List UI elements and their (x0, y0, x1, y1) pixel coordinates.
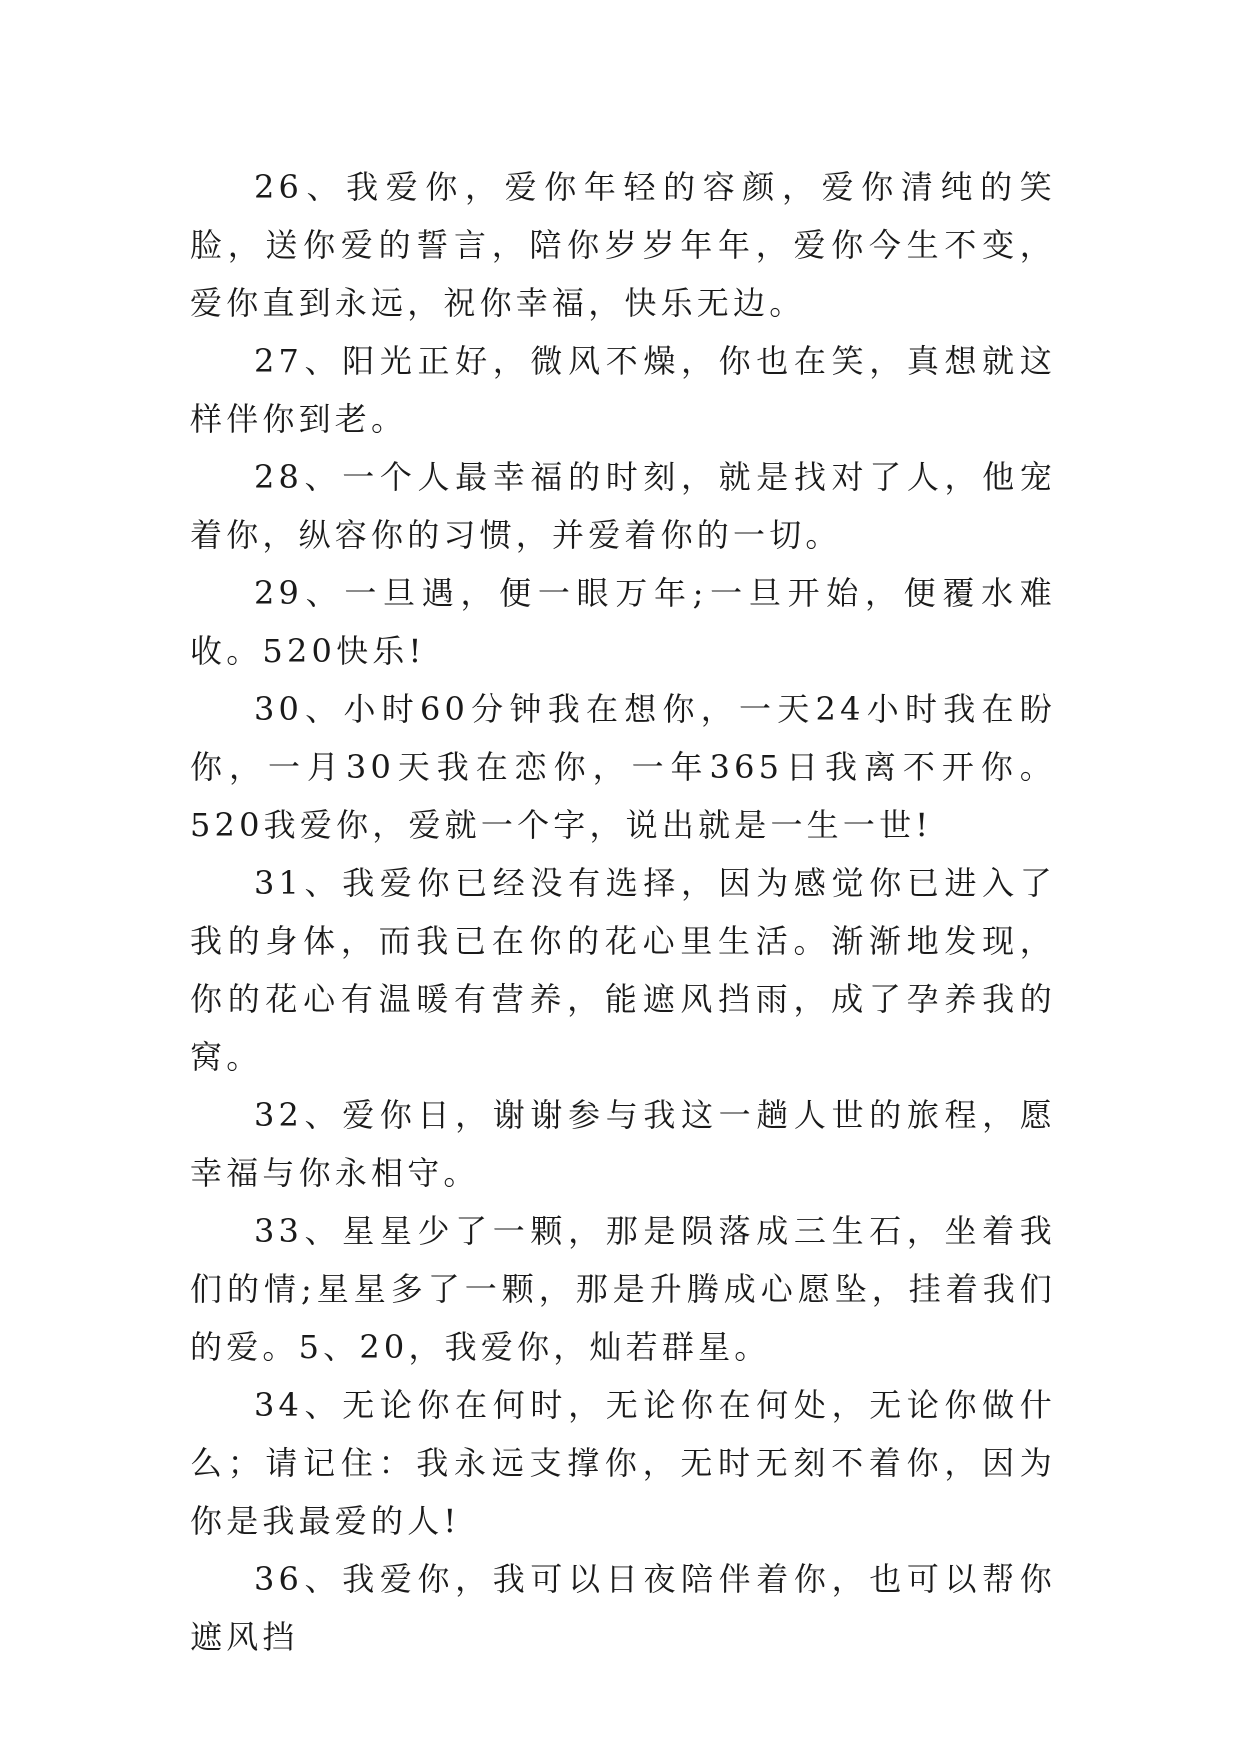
paragraph-32: 32、爱你日，谢谢参与我这一趟人世的旅程，愿幸福与你永相守。 (190, 1096, 1056, 1192)
paragraph-30: 30、小时60分钟我在想你，一天24小时我在盼你，一月30天我在恋你，一年365日我离不开你。520我爱你，爱就一个字，说出就是一生一世! (190, 690, 1056, 844)
paragraph-29: 29、一旦遇，便一眼万年;一旦开始，便覆水难收。520快乐! (190, 574, 1056, 670)
paragraph-31: 31、我爱你已经没有选择，因为感觉你已进入了我的身体，而我已在你的花心里生活。渐渐地发现，你的花心有温暖有营养，能遮风挡雨，成了孕养我的窝。 (190, 864, 1056, 1076)
paragraph-26: 26、我爱你，爱你年轻的容颜，爱你清纯的笑脸，送你爱的誓言，陪你岁岁年年，爱你今生不变，爱你直到永远，祝你幸福，快乐无边。 (190, 168, 1056, 322)
document-page (190, 158, 1056, 1666)
paragraph-36: 36、我爱你，我可以日夜陪伴着你，也可以帮你遮风挡 (190, 1560, 1056, 1656)
paragraph-33: 33、星星少了一颗，那是陨落成三生石，坐着我们的情;星星多了一颗，那是升腾成心愿坠，挂着我们的爱。5、20，我爱你，灿若群星。 (190, 1212, 1056, 1366)
paragraph-34: 34、无论你在何时，无论你在何处，无论你做什么；请记住：我永远支撑你，无时无刻不着你，因为你是我最爱的人! (190, 1386, 1056, 1540)
paragraph-27: 27、阳光正好，微风不燥，你也在笑，真想就这样伴你到老。 (190, 342, 1056, 438)
paragraph-28: 28、一个人最幸福的时刻，就是找对了人，他宠着你，纵容你的习惯，并爱着你的一切。 (190, 458, 1056, 554)
